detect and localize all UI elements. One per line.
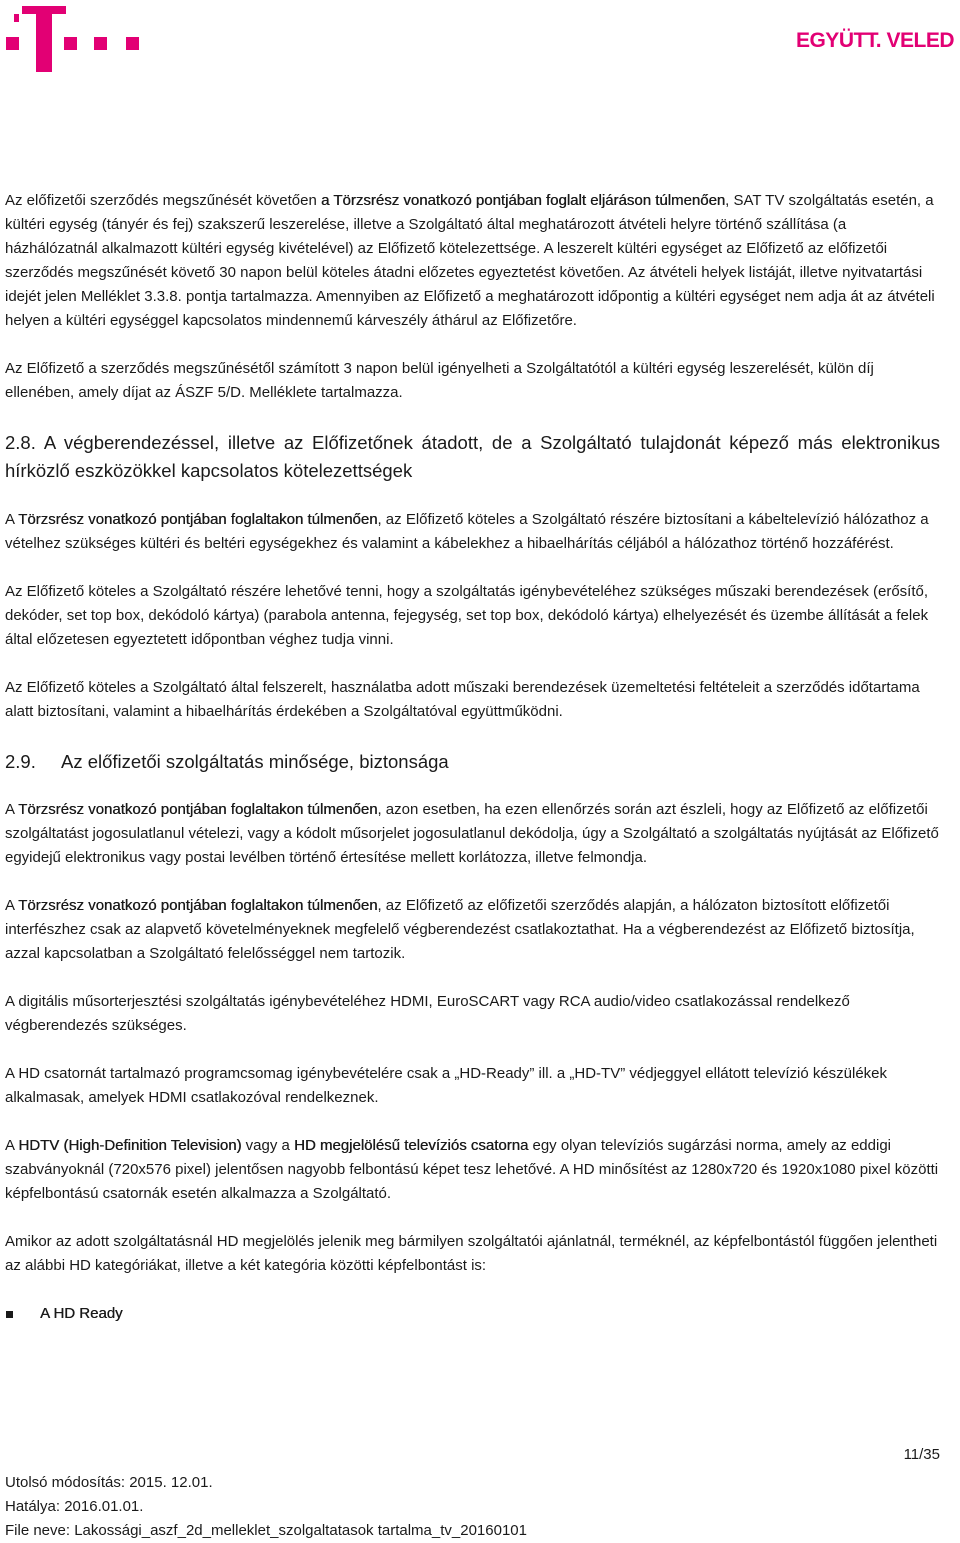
section-number: 2.9. [5,751,36,772]
effective-date: Hatálya: 2016.01.01. [5,1498,144,1515]
section-heading-2-8 [5,429,940,485]
file-name: File neve: Lakossági_aszf_2d_melleklet_szolgaltatasok tartalma_tv_20160101 [5,1522,527,1539]
paragraph-hd-package: A HD csatornát tartalmazó programcsomag igénybevételére csak a „HD-Ready” ill. a „HD-TV” védjeggyel ellátott televízió készülékek alkalmasak, amelyek HDMI csatlakozóval rendelkeznek. [5,1065,888,1106]
section-heading-2-9 [5,748,940,776]
page-number: 11/35 [903,1446,940,1463]
list-item: A HD Ready [5,1302,940,1326]
telekom-logo [6,6,141,72]
slogan: EGYÜTT. VELED [795,29,954,52]
paragraph-terminal-equipment: A Törzsrész vonatkozó pontjában foglaltakon túlmenően, az Előfizető az előfizetői szerződés alapján, a hálózaton biztosított előfizetői interfészhez csak az alapvető követelményeknek megfelelő végberendezést csatlakoztathat. Ha a végberendezést az Előfizető biztosítja, azzal kapcsolatban a Szolgáltató felelősséggel nem tartozik. [5,897,915,962]
footer [5,1471,527,1543]
paragraph-network-access: A Törzsrész vonatkozó pontjában foglaltakon túlmenően, az Előfizető köteles a Szolgáltató részére biztosítani a kábeltelevízió hálózathoz a vételhez szükséges kültéri és beltéri egységekhez és valamint a kábelekhez a hibaelhárítás céljából a hálózathoz történő hozzáférést. [5,511,929,552]
section-number: 2.8. [5,432,36,453]
paragraph-hd-categories: Amikor az adott szolgáltatásnál HD megjelölés jelenik meg bármilyen szolgáltatói ajánlatnál, terméknél, az képfelbontástól függően jelentheti az alábbi HD kategóriákat, illetve a két kategória közötti képfelbontást is: [5,1233,938,1274]
paragraph-unauthorized-use: A Törzsrész vonatkozó pontjában foglaltakon túlmenően, azon esetben, ha ezen ellenőrzés során azt észleli, hogy az Előfizető az előfizetői szolgáltatást jogosulatlanul vételezi, vagy a kódolt műsorjelet jogosulatlanul dekódolja, úgy a Szolgáltató a szolgáltatás nyújtását az Előfizető egyidejű elektronikus vagy postai levélben történő értesítése mellett korlátozza, illetve felmondja. [5,801,939,866]
paragraph-removal-request: Az Előfizető a szerződés megszűnésétől számított 3 napon belül igényelheti a Szolgáltatótól a kültéri egység leszerelését, külön díj ellenében, amely díjat az ÁSZF 5/D. Melléklete tartalmazza. [5,360,874,401]
paragraph-equipment-installation: Az Előfizető köteles a Szolgáltató részére lehetővé tenni, hogy a szolgáltatás igénybevételéhez szükséges műszaki berendezések (erősítő, dekóder, set top box, dekódoló kártya) (parabola antenna, fejegység, set top box, dekódoló kártya) elhelyezését és üzembe állítását a felek által előzetesen egyeztetett időpontban véghez tudja vinni. [5,583,929,648]
section-title: Az előfizetői szolgáltatás minősége, biztonsága [61,751,449,772]
last-modified: Utolsó módosítás: 2015. 12.01. [5,1474,213,1491]
paragraph-outdoor-unit-removal: Az előfizetői szerződés megszűnését követően a Törzsrész vonatkozó pontjában foglalt eljáráson túlmenően, SAT TV szolgáltatás esetén, a kültéri egység (tányér és fej) szakszerű leszerelése, illetve a Szolgáltató által meghatározott átvételi helyre történő szállítása (a házhálózatnál alkalmazott kültéri egység kivételével) az Előfizető kötelezettsége. A leszerelt kültéri egységet az Előfizető az előfizetői szerződés megszűnését követő 30 napon belül köteles átadni előzetes egyeztetést követően. Az átvételi helyek listáját, illetve nyitvatartási idejét jelen Melléklet 3.3.8. pontja tartalmazza. Amennyiben az Előfizető a meghatározott időpontig a kültéri egységet nem adja át az átvételi helyen a kültéri egységgel kapcsolatos mindennemű kárveszély áthárul az Előfizetőre. [5,192,935,329]
paragraph-equipment-operation: Az Előfizető köteles a Szolgáltató által felszerelt, használatba adott műszaki berendezések üzemeltetési feltételeit a szerződés időtartama alatt biztosítani, valamint a hibaelhárítás érdekében a Szolgáltatóval együttműködni. [5,679,920,720]
section-title: A végberendezéssel, illetve az Előfizetőnek átadott, de a Szolgáltató tulajdonát képező más elektronikus hírközlő eszközökkel kapcsolatos kötelezettségek [5,432,940,481]
document-body [5,189,940,1326]
paragraph-hdtv-definition: A HDTV (High-Definition Television) vagy a HD megjelölésű televíziós csatorna egy olyan televíziós sugárzási norma, amely az eddigi szabványoknál (720x576 pixel) jelentősen nagyobb felbontású képet tesz lehetővé. A HD minősítést az 1280x720 és 1920x1080 pixel közötti képfelbontású csatornák esetén alkalmazza a Szolgáltató. [5,1137,939,1202]
square-bullet-icon [6,1311,13,1318]
paragraph-digital-requirements: A digitális műsorterjesztési szolgáltatás igénybevételéhez HDMI, EuroSCART vagy RCA audio/video csatlakozással rendelkező végberendezés szükséges. [5,993,850,1034]
